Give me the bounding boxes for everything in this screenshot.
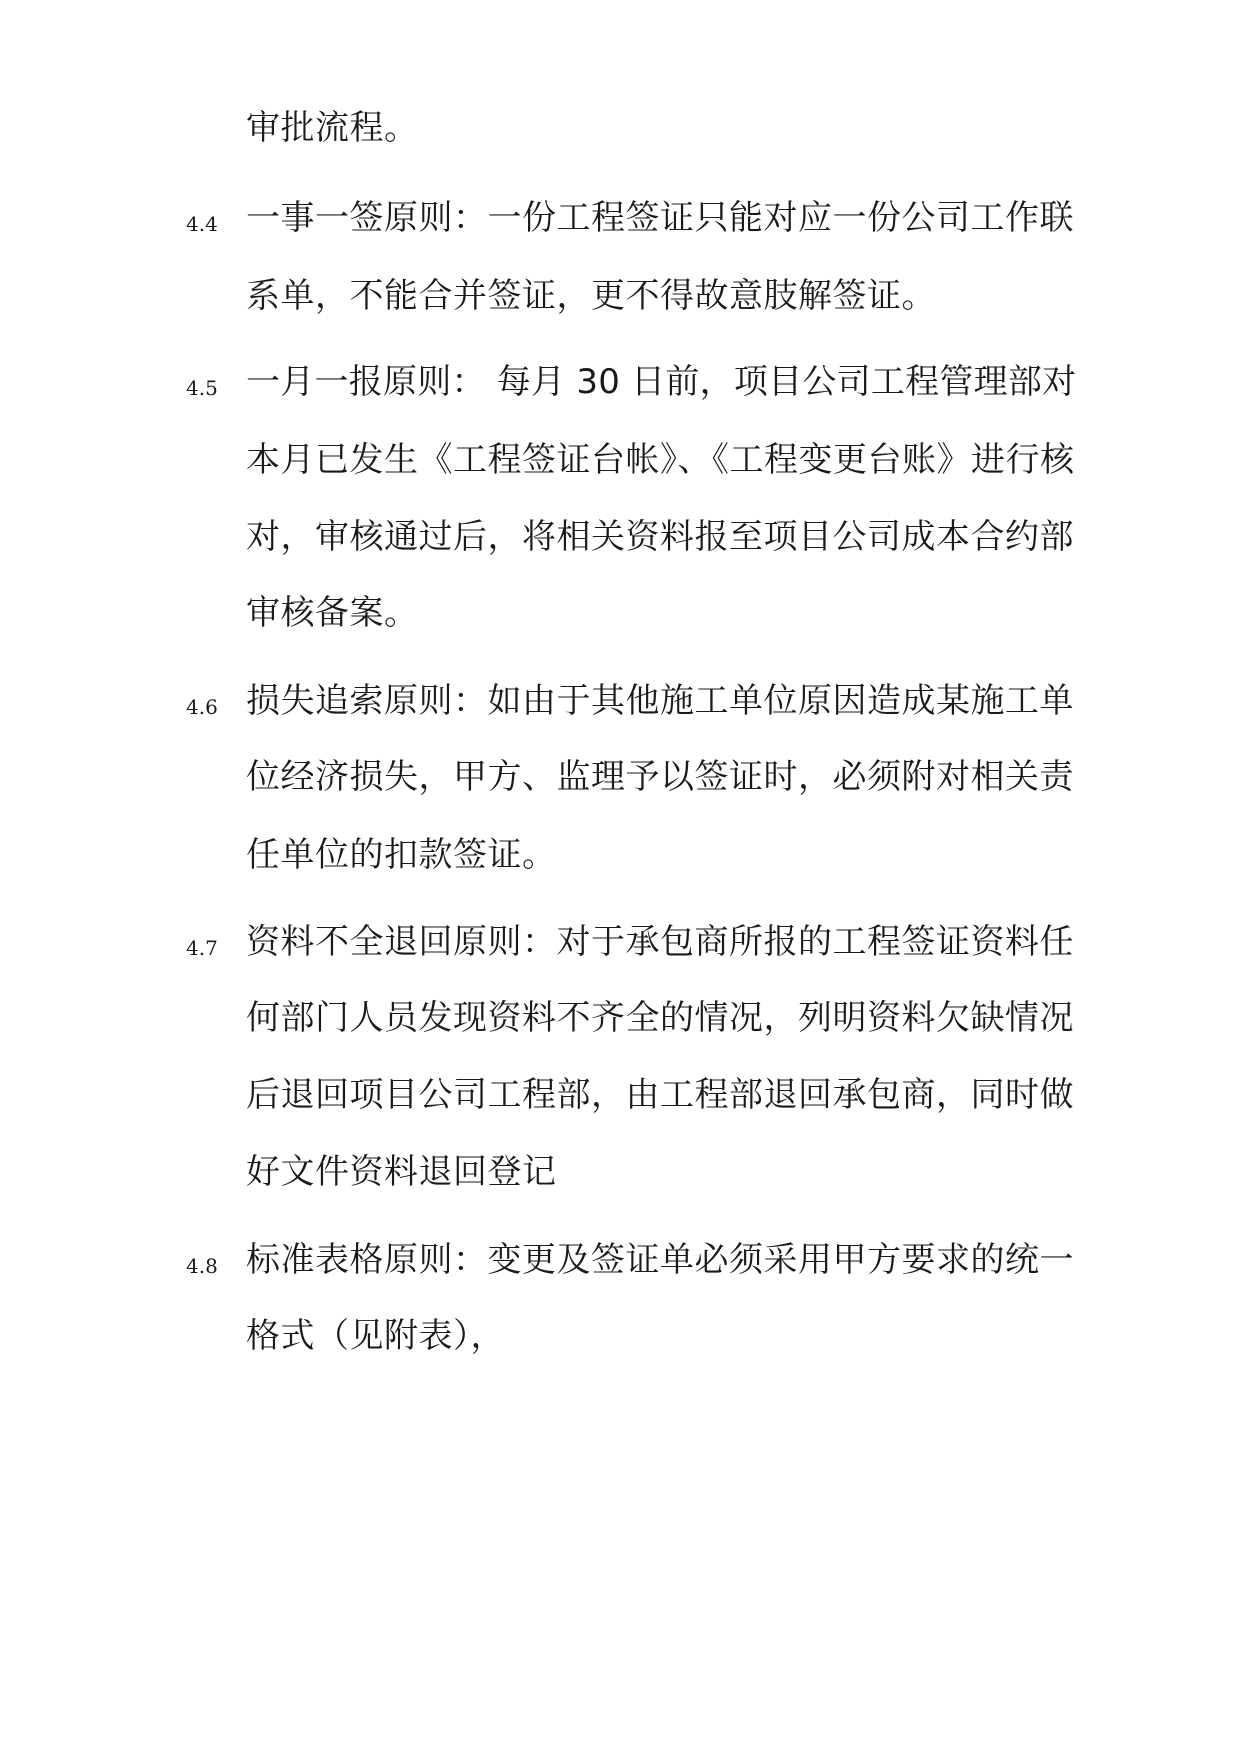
section-4-6-line-2: 位经济损失，甲方、监理予以签证时，必须附对相关责 xyxy=(246,757,1074,797)
section-4-7-line-2: 何部门人员发现资料不齐全的情况，列明资料欠缺情况 xyxy=(246,998,1074,1038)
section-number-4-7: 4.7 xyxy=(186,936,218,960)
section-4-5-line-1: 一月一报原则： 每月 30 日前，项目公司工程管理部对 xyxy=(246,362,1077,402)
section-4-4-line-1: 一事一签原则：一份工程签证只能对应一份公司工作联 xyxy=(246,198,1074,238)
section-number-4-4: 4.4 xyxy=(186,212,218,236)
section-number-4-8: 4.8 xyxy=(186,1254,218,1278)
section-4-4-line-2: 系单，不能合并签证，更不得故意肢解签证。 xyxy=(246,276,936,316)
section-4-7-line-1: 资料不全退回原则：对于承包商所报的工程签证资料任 xyxy=(246,922,1074,962)
section-4-8-line-1: 标准表格原则：变更及签证单必须采用甲方要求的统一 xyxy=(246,1240,1074,1280)
section-number-4-5: 4.5 xyxy=(186,376,218,400)
lead-continuation-line-1: 审批流程。 xyxy=(246,108,419,148)
section-4-6-line-3: 任单位的扣款签证。 xyxy=(246,835,557,875)
section-4-5-line-3: 对，审核通过后，将相关资料报至项目公司成本合约部 xyxy=(246,517,1074,557)
section-4-6-line-1: 损失追索原则：如由于其他施工单位原因造成某施工单 xyxy=(246,681,1074,721)
section-4-8-line-2: 格式（见附表）， xyxy=(246,1316,505,1356)
section-4-5-line-4: 审核备案。 xyxy=(246,593,419,633)
section-4-7-line-4: 好文件资料退回登记 xyxy=(246,1152,557,1192)
section-4-7-line-3: 后退回项目公司工程部，由工程部退回承包商，同时做 xyxy=(246,1075,1074,1115)
section-number-4-6: 4.6 xyxy=(186,695,218,719)
section-4-5-line-2: 本月已发生《工程签证台帐》、《工程变更台账》进行核 xyxy=(246,440,1075,480)
